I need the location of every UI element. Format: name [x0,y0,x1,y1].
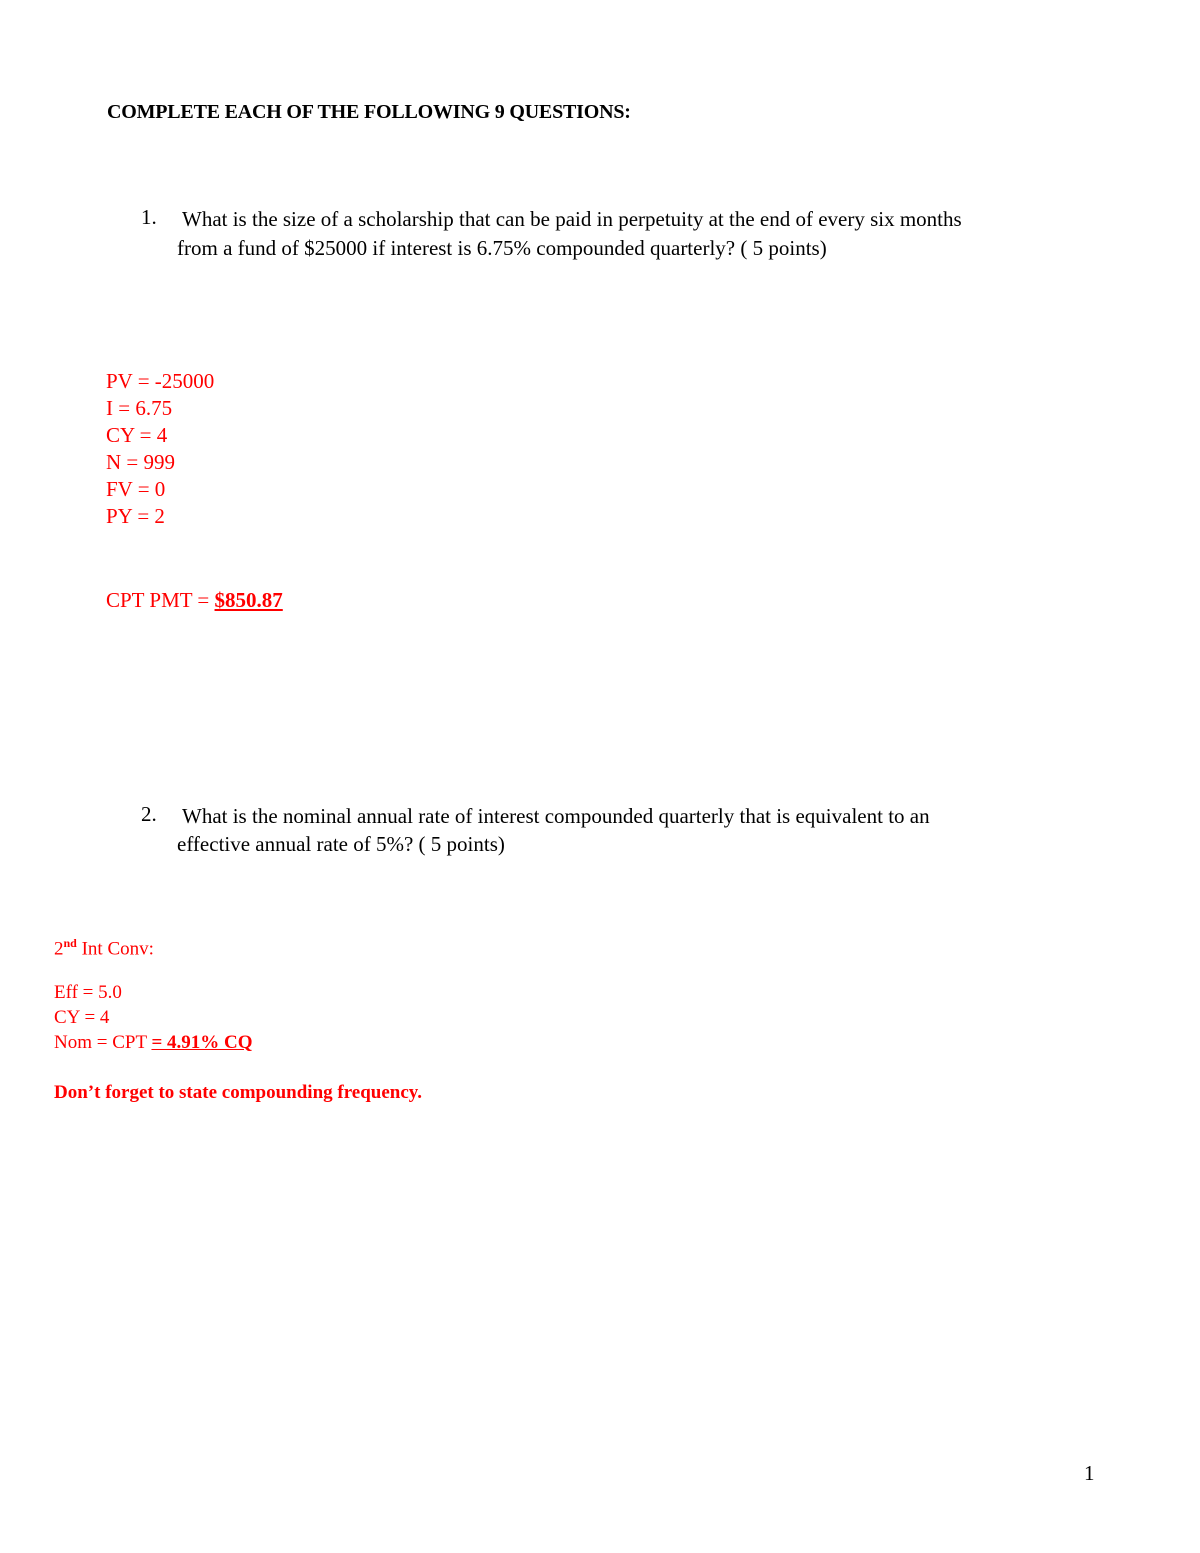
answer-2-step [54,931,154,961]
answer-1-interest: I = 6.75 [106,396,173,420]
answer-2-eff: Eff = 5.0 [54,982,122,1003]
answer-1-result-label: CPT PMT = [106,588,215,612]
answer-1-pv: PV = -25000 [106,369,215,393]
answer-2-result [54,1030,253,1055]
question-2-number: 2. [141,802,157,826]
question-1-number: 1. [141,205,157,229]
answer-1-result-value: $850.87 [214,588,283,612]
question-1-line-1: What is the size of a scholarship that can be paid in perpetuity at the end of every six months [182,207,962,231]
answer-2-step-sup: nd [63,936,77,950]
answer-2-block [54,980,122,1030]
answer-2-step-num: 2 [54,938,64,960]
answer-2-cy: CY = 4 [54,1007,110,1028]
page-number: 1 [1084,1461,1095,1485]
answer-1-cy: CY = 4 [106,423,168,447]
answer-2-note: Don’t forget to state compounding frequency. [54,1082,423,1103]
answer-1-block [106,368,214,530]
question-2-line-1: What is the nominal annual rate of interest compounded quarterly that is equivalent to an [182,804,930,828]
answer-1-fv: FV = 0 [106,477,166,501]
answer-1-n: N = 999 [106,450,176,474]
answer-1-py: PY = 2 [106,504,165,528]
answer-1-result [106,587,283,614]
question-2-line-2: effective annual rate of 5%? ( 5 points) [177,832,505,856]
answer-2-step-label: Int Conv: [76,938,154,960]
question-1-line-2: from a fund of $25000 if interest is 6.75% compounded quarterly? ( 5 points) [177,236,827,260]
answer-2-result-label: Nom = CPT [54,1032,152,1053]
answer-2-result-value: = 4.91% CQ [151,1032,253,1053]
page-heading: COMPLETE EACH OF THE FOLLOWING 9 QUESTIONS: [107,101,631,123]
